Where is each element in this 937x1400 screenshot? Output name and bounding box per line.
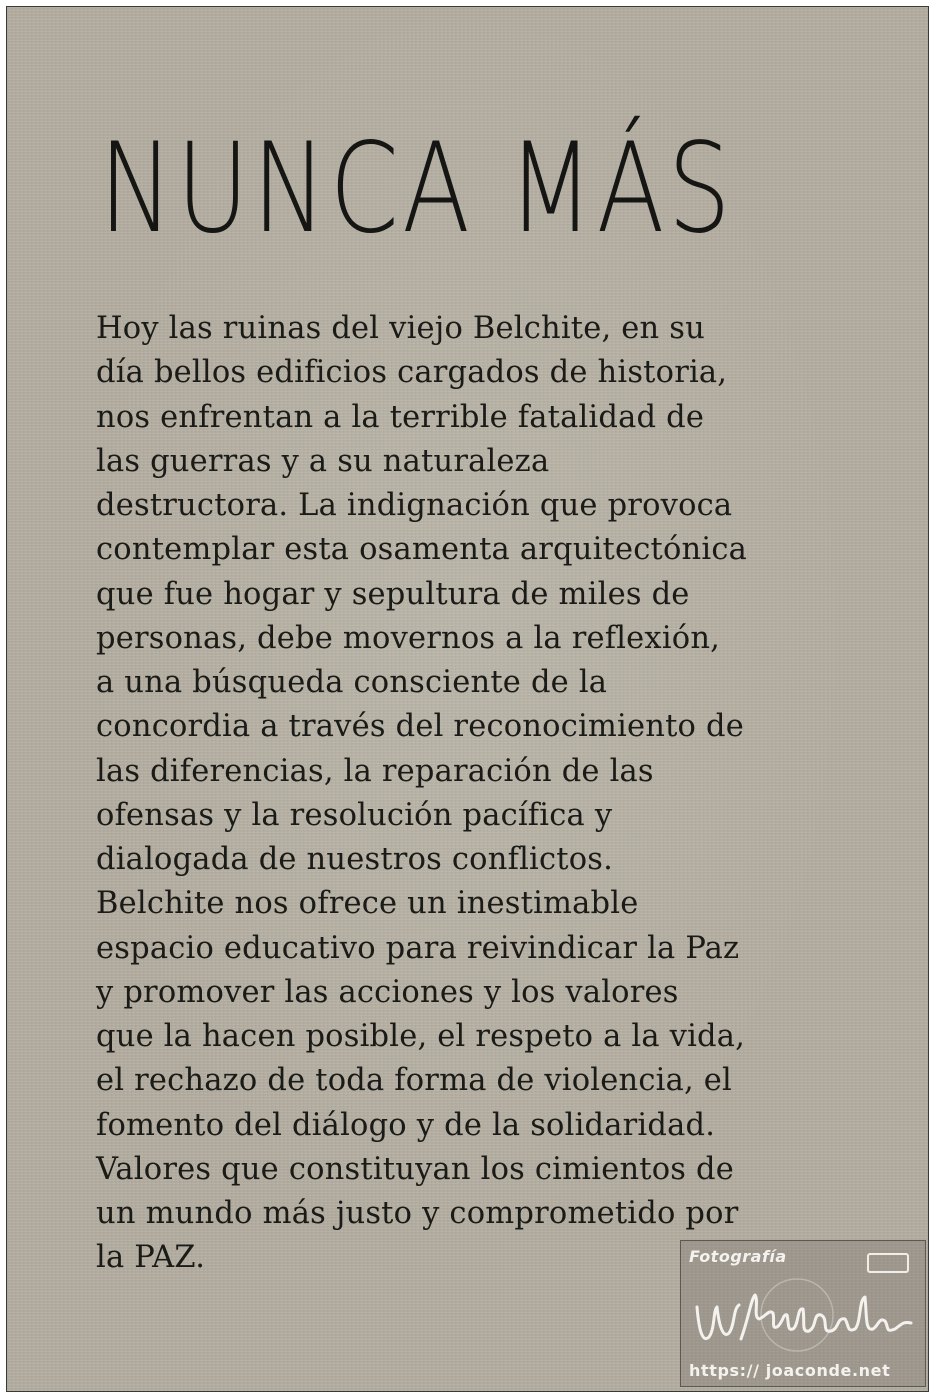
text-line: Belchite nos ofrece un inestimable <box>96 886 639 922</box>
text-line: que la hacen posible, el respeto a la vida, <box>96 1019 746 1054</box>
page-title: NUNCA MÁS <box>99 117 734 261</box>
text-line: ofensas y la resolución pacífica y <box>96 797 613 833</box>
text-line: Valores que constituyan los cimientos de <box>96 1151 735 1187</box>
text-line: nos enfrentan a la terrible fatalidad de <box>96 399 705 435</box>
text-line: personas, debe movernos a la reflexión, <box>96 620 721 656</box>
text-line: la PAZ. <box>96 1240 206 1276</box>
text-line: día bellos edificios cargados de historia, <box>96 355 728 391</box>
text-line: destructora. La indignación que provoca <box>96 488 733 523</box>
text-line: dialogada de nuestros conflictos. <box>96 842 614 877</box>
plaque-photo <box>6 6 929 1392</box>
text-line: Hoy las ruinas del viejo Belchite, en su <box>96 311 705 346</box>
text-line: que fue hogar y sepultura de miles de <box>96 576 690 612</box>
plaque-text <box>96 307 896 1281</box>
text-line: a una búsqueda consciente de la <box>96 665 608 700</box>
watermark-url: https:// joaconde.net <box>689 1361 891 1380</box>
text-line: contemplar esta osamenta arquitectónica <box>96 532 747 568</box>
text-line: las diferencias, la reparación de las <box>96 753 654 789</box>
text-line: y promover las acciones y los valores <box>96 974 679 1010</box>
text-line: concordia a través del reconocimiento de <box>96 709 744 745</box>
text-line: el rechazo de toda forma de violencia, el <box>96 1063 732 1099</box>
text-line: fomento del diálogo y de la solidaridad. <box>96 1107 716 1143</box>
text-line: las guerras y a su naturaleza <box>96 443 550 479</box>
text-line: espacio educativo para reivindicar la Paz <box>96 930 740 966</box>
photographer-watermark <box>680 1240 926 1387</box>
signature-mark <box>689 1277 919 1361</box>
watermark-label: Fotografía <box>689 1247 787 1266</box>
frame-rect-icon <box>867 1253 909 1273</box>
text-line: un mundo más justo y comprometido por <box>96 1196 739 1231</box>
